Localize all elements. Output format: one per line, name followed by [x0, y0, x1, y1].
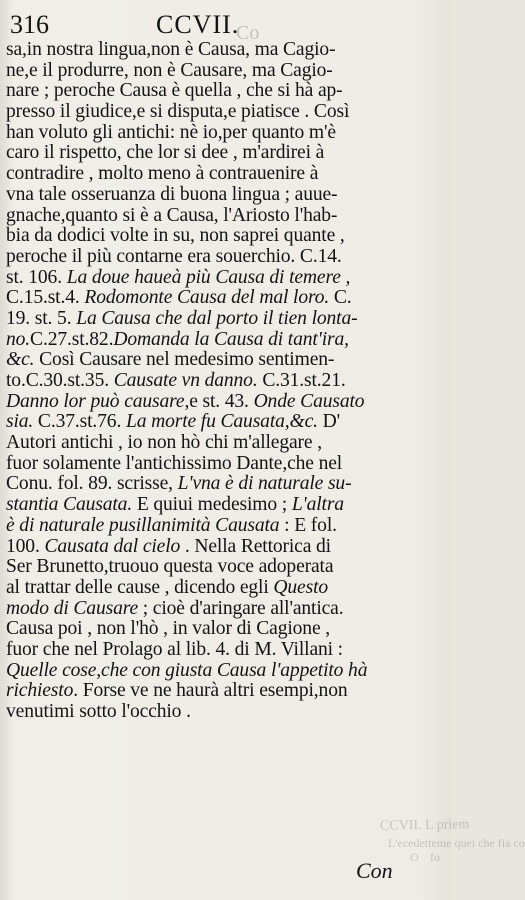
text-segment: C.37.st.76.: [33, 411, 126, 433]
text-segment: venutimi sotto l'occhio .: [6, 701, 191, 722]
italic-quotation: stantia Causata.: [6, 494, 133, 516]
italic-quotation: Causata dal cielo: [44, 535, 181, 557]
text-segment: ,e st. 43.: [184, 390, 254, 412]
text-line: [6, 516, 444, 537]
italic-quotation: modo di Causare: [6, 597, 139, 619]
italic-quotation: sia.: [6, 411, 34, 433]
text-segment: . Nella Rettorica di: [180, 535, 331, 557]
italic-quotation: La doue haueà più Causa di temere ,: [66, 266, 351, 288]
text-segment: C.27.st.82.: [30, 328, 114, 350]
italic-quotation: no.: [6, 328, 31, 350]
text-line: [6, 702, 444, 723]
italic-quotation: La Causa che dal porto il tien lonta-: [76, 307, 358, 329]
text-segment: sa,in nostra lingua,non è Causa, ma Cagio-: [6, 39, 336, 60]
italic-quotation: Quelle cose,che con giusta Causa l'appetito hà: [6, 659, 368, 681]
text-line: [6, 412, 444, 433]
text-segment: Causa poi , non l'hò , in valor di Cagione ,: [6, 618, 330, 640]
text-line: [6, 309, 444, 330]
text-segment: 19. st. 5.: [6, 307, 77, 329]
italic-quotation: Questo: [273, 576, 329, 598]
text-line: [6, 599, 444, 620]
page-number: 316: [10, 10, 49, 39]
text-segment: gnache,quanto si è a Causa, l'Ariosto l'hab-: [6, 204, 338, 226]
text-segment: vna tale osseruanza di buona lingua ; auue-: [6, 183, 338, 205]
text-line: [6, 578, 444, 599]
italic-quotation: &c.: [6, 349, 35, 371]
text-segment: nare ; peroche Causa è quella , che si hà ap-: [6, 80, 343, 102]
text-segment: al trattar delle cause , dicendo egli: [6, 576, 274, 598]
text-line: [6, 474, 444, 495]
italic-quotation: Causate vn danno.: [113, 370, 258, 391]
text-line: [6, 537, 444, 558]
text-segment: C.: [329, 287, 352, 309]
italic-quotation: L'vna è di naturale su-: [177, 473, 352, 495]
text-line: [6, 433, 444, 454]
text-line: [6, 495, 444, 516]
text-line: [6, 123, 444, 144]
bleed-through-text: fo: [430, 850, 440, 864]
text-line: [6, 619, 444, 640]
text-line: [6, 268, 444, 289]
text-segment: E quiui medesimo ;: [132, 494, 292, 516]
text-segment: . Forse ve ne haurà altri esempi,non: [73, 680, 348, 702]
text-segment: caro il rispetto, che lor si dee , m'ardirei à: [6, 142, 325, 164]
text-line: [6, 288, 444, 309]
text-segment: contradire , molto meno à contrauenire à: [6, 163, 319, 185]
text-segment: ne,e il produrre, non è Causare, ma Cagio-: [6, 59, 333, 81]
text-segment: D': [317, 411, 341, 433]
text-line: [6, 371, 444, 392]
body-text: [6, 40, 444, 723]
text-segment: to.C.30.st.35.: [6, 370, 114, 391]
text-segment: ; cioè d'aringare all'antica.: [138, 597, 344, 619]
text-line: [6, 392, 444, 413]
text-line: [6, 557, 444, 578]
text-line: [6, 226, 444, 247]
text-line: [6, 640, 444, 661]
catchword: Con: [356, 858, 393, 883]
text-segment: fuor che nel Prolago al lib. 4. di M. Villani :: [6, 638, 343, 660]
italic-quotation: Rodomonte Causa del mal loro.: [84, 287, 330, 309]
bleed-through-text: L'ecedetteme quei che fia co: [388, 836, 525, 850]
text-line: [6, 185, 444, 206]
text-line: [6, 143, 444, 164]
text-line: [6, 247, 444, 268]
text-line: [6, 40, 444, 61]
text-line: [6, 454, 444, 475]
italic-quotation: Danno lor può causare: [6, 390, 185, 412]
bleed-through-text: Co: [236, 22, 260, 44]
text-line: [6, 102, 444, 123]
text-segment: Così Causare nel medesimo sentimen-: [34, 349, 335, 371]
italic-quotation: L'altra: [291, 494, 344, 516]
italic-quotation: richiesto: [6, 680, 74, 702]
text-line: [6, 164, 444, 185]
text-segment: st. 106.: [6, 266, 67, 288]
text-segment: C.31.st.21.: [257, 370, 346, 391]
text-line: [6, 330, 444, 351]
italic-quotation: La morte fu Causata,&c.: [125, 411, 318, 433]
text-line: [6, 661, 444, 682]
text-line: [6, 206, 444, 227]
text-segment: 100.: [6, 535, 45, 557]
bleed-through-text: O: [410, 850, 419, 864]
text-line: [6, 81, 444, 102]
section-number: CCVII.: [156, 10, 240, 39]
text-segment: Autori antichi , io non hò chi m'allegare ,: [6, 432, 322, 454]
text-segment: : E fol.: [279, 514, 337, 536]
text-line: [6, 61, 444, 82]
text-line: [6, 350, 444, 371]
bleed-through-text: CCVII. L priem: [379, 817, 470, 834]
text-segment: peroche il più contarne era souerchio. C.14.: [6, 245, 342, 267]
text-segment: bia da dodici volte in su, non saprei quante ,: [6, 225, 345, 247]
italic-quotation: Onde Causato: [253, 390, 365, 412]
italic-quotation: è di naturale pusillanimità Causata: [6, 514, 280, 536]
text-segment: Ser Brunetto,truouo questa voce adoperata: [6, 556, 334, 578]
text-segment: fuor solamente l'antichissimo Dante,che nel: [6, 452, 343, 474]
text-segment: presso il giudice,e si disputa,e piatisce . Così: [6, 101, 350, 123]
text-line: [6, 681, 444, 702]
italic-quotation: Domanda la Causa di tant'ira,: [113, 328, 349, 350]
page-header: [6, 10, 445, 38]
text-segment: Conu. fol. 89. scrisse,: [6, 473, 178, 495]
text-segment: C.15.st.4.: [6, 287, 85, 309]
text-segment: han voluto gli antichi: nè io,per quanto m'è: [6, 121, 336, 143]
